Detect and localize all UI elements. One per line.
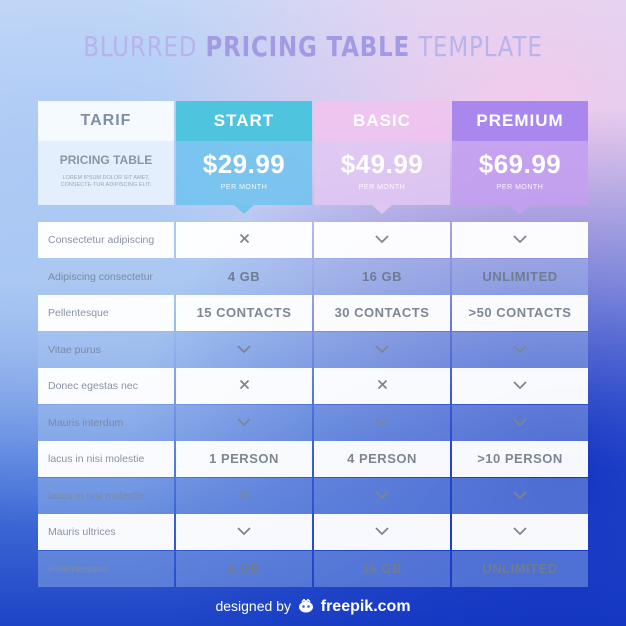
plan-price-box: [176, 141, 312, 205]
plan-price: $49.99: [340, 149, 424, 179]
footer-pre: designed by: [215, 598, 291, 614]
plan-price-box: [314, 141, 450, 205]
feature-label: Mauris interdum: [38, 405, 174, 441]
feature-value: 1 PERSON: [176, 441, 312, 477]
table-row: [38, 441, 588, 477]
feature-label: Consectetur adipiscing: [38, 222, 174, 258]
feature-value: UNLIMITED: [452, 551, 588, 587]
plan-name: PREMIUM: [452, 101, 588, 141]
tarif-subheader: PRICING TABLE: [59, 153, 153, 167]
check-icon: [176, 332, 312, 368]
table-row: [38, 405, 588, 441]
feature-value: 4 GB: [176, 259, 312, 295]
feature-label: Mauris ultrices: [38, 514, 174, 550]
check-icon: [314, 222, 450, 258]
page-title: [56, 30, 569, 63]
plan-price: $29.99: [202, 149, 286, 179]
feature-value: 16 GB: [314, 259, 450, 295]
feature-value: 16 GB: [314, 551, 450, 587]
plan-period: PER MONTH: [496, 184, 544, 191]
feature-label: Pellentesque: [38, 551, 174, 587]
plan-period: PER MONTH: [358, 184, 406, 191]
feature-value: >50 CONTACTS: [452, 295, 588, 331]
cross-icon: [176, 222, 312, 258]
tarif-body: [38, 141, 174, 189]
check-icon: [452, 222, 588, 258]
tarif-header: TARIF: [38, 101, 174, 141]
plan-card-basic[interactable]: [314, 101, 450, 205]
feature-value: UNLIMITED: [452, 259, 588, 295]
table-row: [38, 259, 588, 295]
check-icon: [452, 368, 588, 404]
feature-value: 15 CONTACTS: [176, 295, 312, 331]
plan-period: PER MONTH: [220, 184, 268, 191]
plan-name: BASIC: [314, 101, 450, 141]
cross-icon: [314, 368, 450, 404]
check-icon: [176, 405, 312, 441]
plan-price-box: [452, 141, 588, 205]
title-light: BLURRED: [83, 30, 198, 63]
feature-value: 4 PERSON: [314, 441, 450, 477]
plan-name: START: [176, 101, 312, 141]
table-row: [38, 295, 588, 331]
check-icon: [314, 514, 450, 550]
feature-label: Adipiscing consectetur: [38, 259, 174, 295]
feature-label: Vitae purus: [38, 332, 174, 368]
feature-label: lacus in nisi molestie: [38, 478, 174, 514]
feature-value: 4 GB: [176, 551, 312, 587]
feature-value: 30 CONTACTS: [314, 295, 450, 331]
table-row: [38, 551, 588, 587]
feature-label: lacus in nisi molestie: [38, 441, 174, 477]
plan-card-premium[interactable]: [452, 101, 588, 205]
check-icon: [452, 514, 588, 550]
table-row: [38, 332, 588, 368]
cross-icon: [176, 478, 312, 514]
check-icon: [452, 332, 588, 368]
title-bold: PRICING TABLE: [205, 30, 411, 63]
footer-credit: [0, 598, 626, 616]
pointer-triangle: [510, 205, 530, 214]
plan-card-start[interactable]: [176, 101, 312, 205]
check-icon: [314, 478, 450, 514]
plan-price: $69.99: [478, 149, 562, 179]
pointer-triangle: [372, 205, 392, 214]
table-row: [38, 478, 588, 514]
feature-label: Donec egestas nec: [38, 368, 174, 404]
check-icon: [452, 405, 588, 441]
pointer-triangle: [234, 205, 254, 214]
feature-label: Pellentesque: [38, 295, 174, 331]
cross-icon: [176, 368, 312, 404]
feature-value: >10 PERSON: [452, 441, 588, 477]
check-icon: [314, 405, 450, 441]
tarif-description: LOREM IPSUM DOLOR SIT AMET, CONSECTE-TUR ADIPISCING ELIT.: [60, 175, 152, 188]
tarif-card: [38, 101, 174, 205]
check-icon: [176, 514, 312, 550]
freepik-logo-icon: [298, 599, 314, 616]
table-row: [38, 368, 588, 404]
table-row: [38, 222, 588, 258]
check-icon: [452, 478, 588, 514]
title-light-end: TEMPLATE: [418, 30, 543, 63]
table-row: [38, 514, 588, 550]
check-icon: [314, 332, 450, 368]
footer-brand[interactable]: freepik.com: [320, 598, 411, 615]
